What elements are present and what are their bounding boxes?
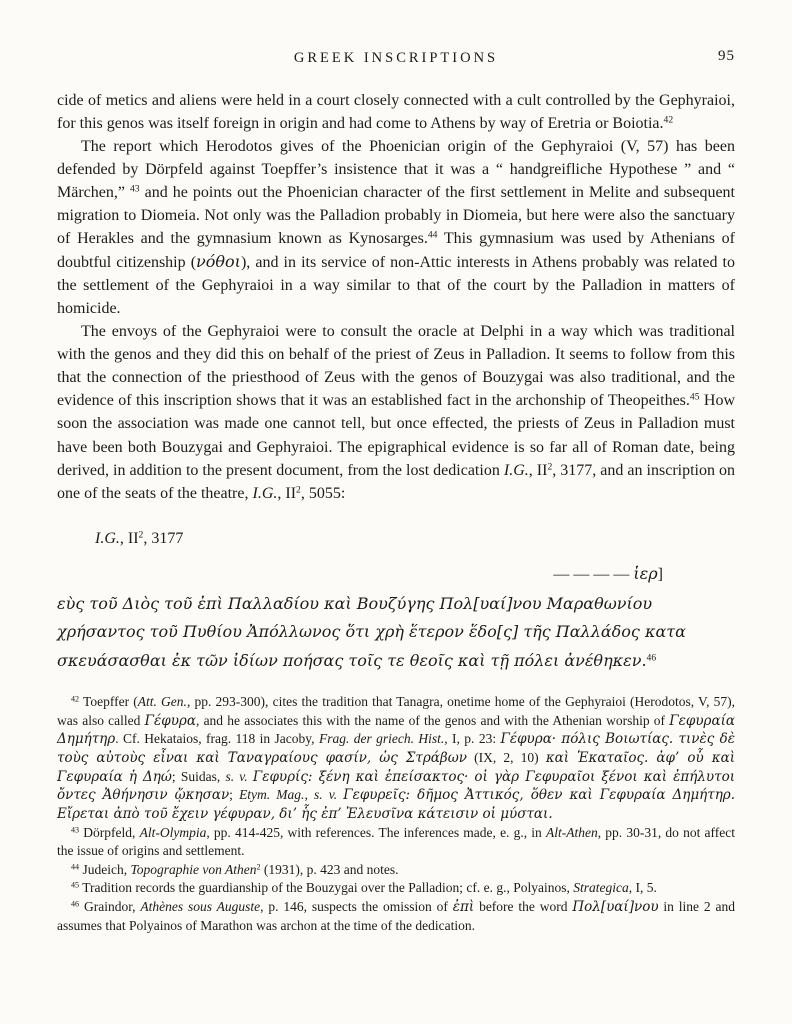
inscription-line: χρήσαντος τοῦ Πυθίου Ἀπόλλωνος ὅτι χρὴ ἕτερον ἕδο[ς] τῆς Παλλάδος κατα bbox=[57, 622, 686, 642]
footnote-42: $^{42}$ Toepffer (Att. Gen., pp. 293-300), cites the tradition that Tanagra, onetime home of the Gephyraioi (Herodotos, V, 57), was also called Γέφυρα, and he associates this with the name of the genos and with the Athenian worship of Γεφυραία Δημήτηρ. Cf. Hekataios, frag. 118 in Jacoby, Frag. der griech. Hist., I, p. 23: Γέφυρα· πόλις Βοιωτίας. τινὲς δὲ τοὺς αὐτοὺς εἶναι καὶ Ταναγραίους φασίν, ὡς Στράβων (IX, 2, 10) καὶ Ἑκαταῖος. ἀφ’ οὗ καὶ Γεφυραία ἡ Δηώ; Suidas, s. v. Γεφυρίς: ξένη καὶ ἐπείσακτος· οἱ γὰρ Γεφυραῖοι ξένοι καὶ ἐπήλυτοι ὄντες Ἀθήνησιν ᾤκησαν; Etym. Mag., s. v. Γεφυρεῖς: δῆμος Ἀττικός, ὅθεν καὶ Γεφυραία Δημήτηρ. Εἴρεται ἀπὸ τοῦ ἔχειν γέφυραν, δι’ ἧς ἐπ’ Ἐλευσῖνα κάτεισιν οἱ μύσται. bbox=[57, 694, 736, 822]
footnote-46: $^{46}$ Graindor, Athènes sous Auguste, p. 146, suspects the omission of ἐπὶ before the word Πολ[υαί]νου in line 2 and assumes that Polyainos of Marathon was archon at the time of the dedication. bbox=[57, 899, 735, 933]
body-paragraph: cide of metics and aliens were held in a court closely connected with a cult controlled by the Gephyraioi, for this genos was itself foreign in origin and had come to Athens by way of Eretria or Boiotia.$^{42}$ bbox=[57, 92, 735, 133]
inscription-line: εὺς τοῦ Διὸς τοῦ ἐπὶ Παλλαδίου καὶ Βουζύγης Πολ[υαί]νου Μαραθωνίου bbox=[57, 593, 653, 613]
running-title: GREEK INSCRIPTIONS bbox=[293, 50, 499, 66]
footnotes bbox=[57, 693, 735, 935]
footnote-45: $^{45}$ Tradition records the guardianship of the Bouzygai over the Palladion; cf. e. g., Polyainos, Strategica, I, 5. bbox=[71, 880, 657, 896]
body-paragraph: The report which Herodotos gives of the Phoenician origin of the Gephyraioi (V, 57) has been defended by Dörpfeld against Toepffer’s insistence that it was a “ handgreifliche Hypothese ” and “ Märchen,” $^{43}$ and he points out the Phoenician character of the first settlement in Melite and subsequent migration to Diomeia. Not only was the Palladion probably in Diomeia, but here were also the sanctuary of Herakles and the gymnasium known as Kynosarges.$^{44}$ This gymnasium was used by Athenians of doubtful citizenship (νόθοι), and in its service of non-Attic interests in Athens probably was related to the settlement of the Gephyraioi in a way similar to that of the court by the Palladion in matters of homicide. bbox=[57, 138, 736, 318]
body-text bbox=[57, 89, 735, 505]
inscription-restoration-line: — — — — ἱερ] bbox=[553, 563, 663, 583]
body-paragraph: The envoys of the Gephyraioi were to consult the oracle at Delphi in a way which was traditional with the genos and they did this on behalf of the priest of Zeus in Palladion. It seems to follow from this that the connection of the priesthood of Zeus with the genos of Bouzygai was also traditional, and the evidence of this inscription shows that it was an established fact in the archonship of Theopeithes.$^{45}$ How soon the association was made one cannot tell, but once effected, the priests of Zeus in Palladion must have been both Bouzygai and Gephyraioi. The epigraphical evidence is so far all of Roman date, being derived, in addition to the present document, from the lost dedication I.G., $II^2$, 3177, and an inscription on one of the seats of the theatre, I.G., $II^2$, 5055: bbox=[57, 323, 736, 502]
inscription-block bbox=[57, 527, 735, 676]
page-number: 95 bbox=[718, 48, 735, 64]
page-header bbox=[57, 46, 735, 69]
footnote-43: $^{43}$ Dörpfeld, Alt-Olympia, pp. 414-425, with references. The inferences made, e. g., in Alt-Athen, pp. 30-31, do not affect the issue of origins and settlement. bbox=[57, 824, 735, 859]
footnote-44: $^{44}$ Judeich, Topographie von Athen$^2$ (1931), p. 423 and notes. bbox=[71, 861, 399, 877]
inscription-heading: I.G., $II^2$, 3177 bbox=[95, 529, 184, 547]
inscription-line: σκευάσασθαι ἐκ τῶν ἰδίων ποήσας τοῖς τε θεοῖς καὶ τῇ πόλει ἀνέθηκεν.$^{46}$ bbox=[57, 650, 657, 670]
